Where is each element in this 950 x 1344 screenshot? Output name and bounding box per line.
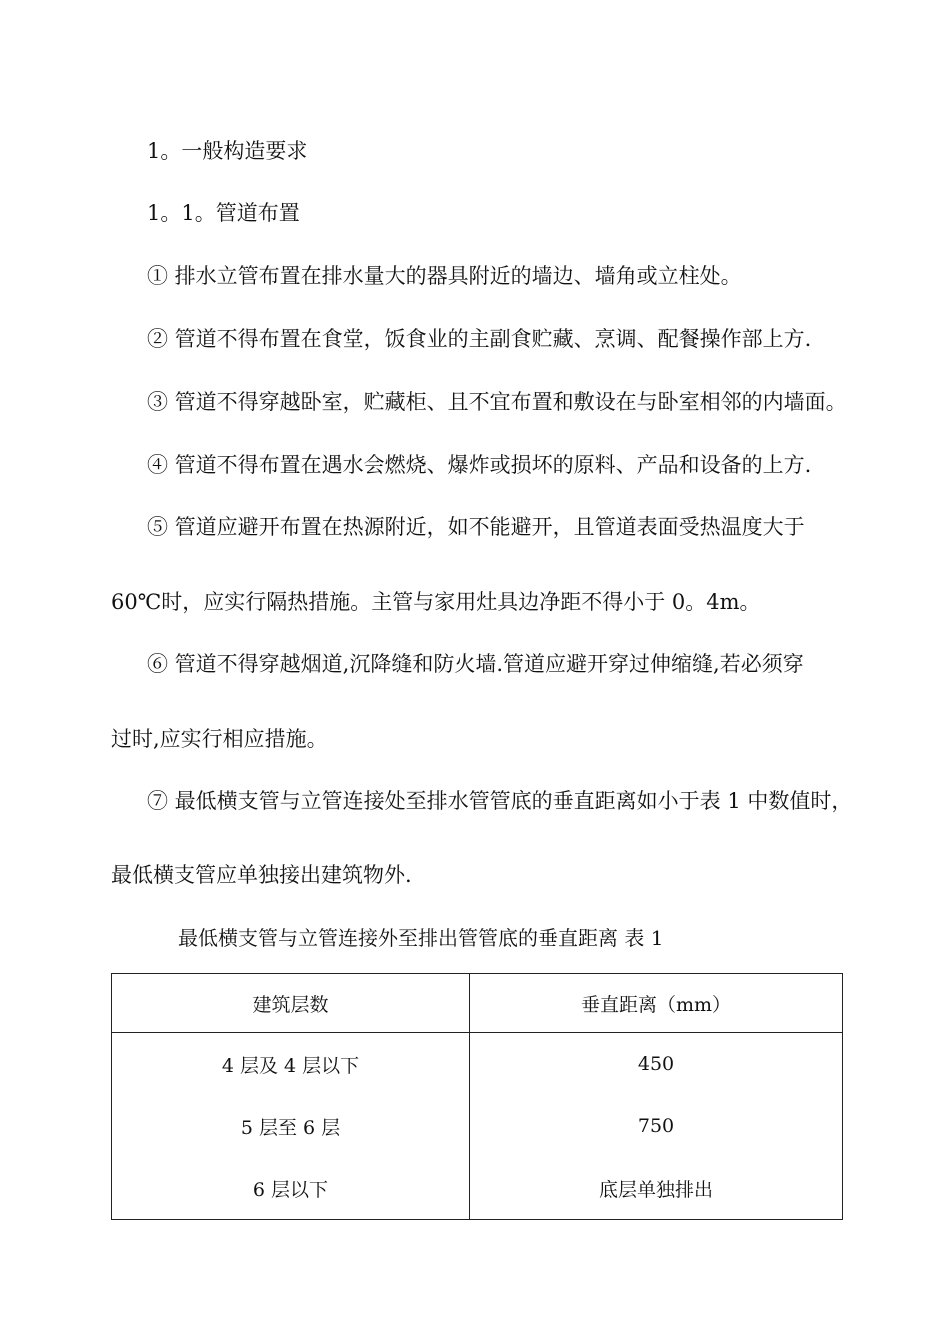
table-row bbox=[112, 1157, 843, 1220]
table-row bbox=[112, 1095, 843, 1157]
table-cell: 450 bbox=[470, 1033, 843, 1096]
item-1: ① 排水立管布置在排水量大的器具附近的墙边、墙角或立柱处。 bbox=[147, 264, 742, 288]
table-header-row bbox=[112, 974, 843, 1033]
item-3: ③ 管道不得穿越卧室，贮藏柜、且不宜布置和敷设在与卧室相邻的内墙面。 bbox=[147, 390, 847, 414]
item-2: ② 管道不得布置在食堂，饭食业的主副食贮藏、烹调、配餐操作部上方. bbox=[147, 327, 812, 351]
table-row bbox=[112, 1033, 843, 1096]
table-cell: 底层单独排出 bbox=[470, 1157, 843, 1220]
section-heading-1: 1。一般构造要求 bbox=[147, 139, 308, 163]
header-vertical-distance: 垂直距离（mm） bbox=[470, 974, 843, 1033]
distance-table bbox=[111, 973, 843, 1220]
section-heading-1-1: 1。1。管道布置 bbox=[147, 201, 300, 225]
item-5: ⑤ 管道应避开布置在热源附近，如不能避开，且管道表面受热温度大于 bbox=[147, 515, 805, 539]
item-7: ⑦ 最低横支管与立管连接处至排水管管底的垂直距离如小于表 1 中数值时， bbox=[147, 789, 853, 813]
item-6-continued: 过时,应实行相应措施。 bbox=[111, 727, 328, 751]
table-cell: 750 bbox=[470, 1095, 843, 1157]
item-6: ⑥ 管道不得穿越烟道,沉降缝和防火墙.管道应避开穿过伸缩缝,若必须穿 bbox=[147, 652, 804, 676]
table-cell: 6 层以下 bbox=[112, 1157, 470, 1220]
item-5-continued: 60℃时，应实行隔热措施。主管与家用灶具边净距不得小于 0。4m。 bbox=[111, 590, 761, 614]
table-cell: 5 层至 6 层 bbox=[112, 1095, 470, 1157]
table-cell: 4 层及 4 层以下 bbox=[112, 1033, 470, 1096]
header-floors: 建筑层数 bbox=[112, 974, 470, 1033]
item-7-continued: 最低横支管应单独接出建筑物外. bbox=[111, 863, 412, 887]
item-4: ④ 管道不得布置在遇水会燃烧、爆炸或损坏的原料、产品和设备的上方. bbox=[147, 453, 812, 477]
table-caption: 最低横支管与立管连接外至排出管管底的垂直距离 表 1 bbox=[178, 926, 664, 950]
